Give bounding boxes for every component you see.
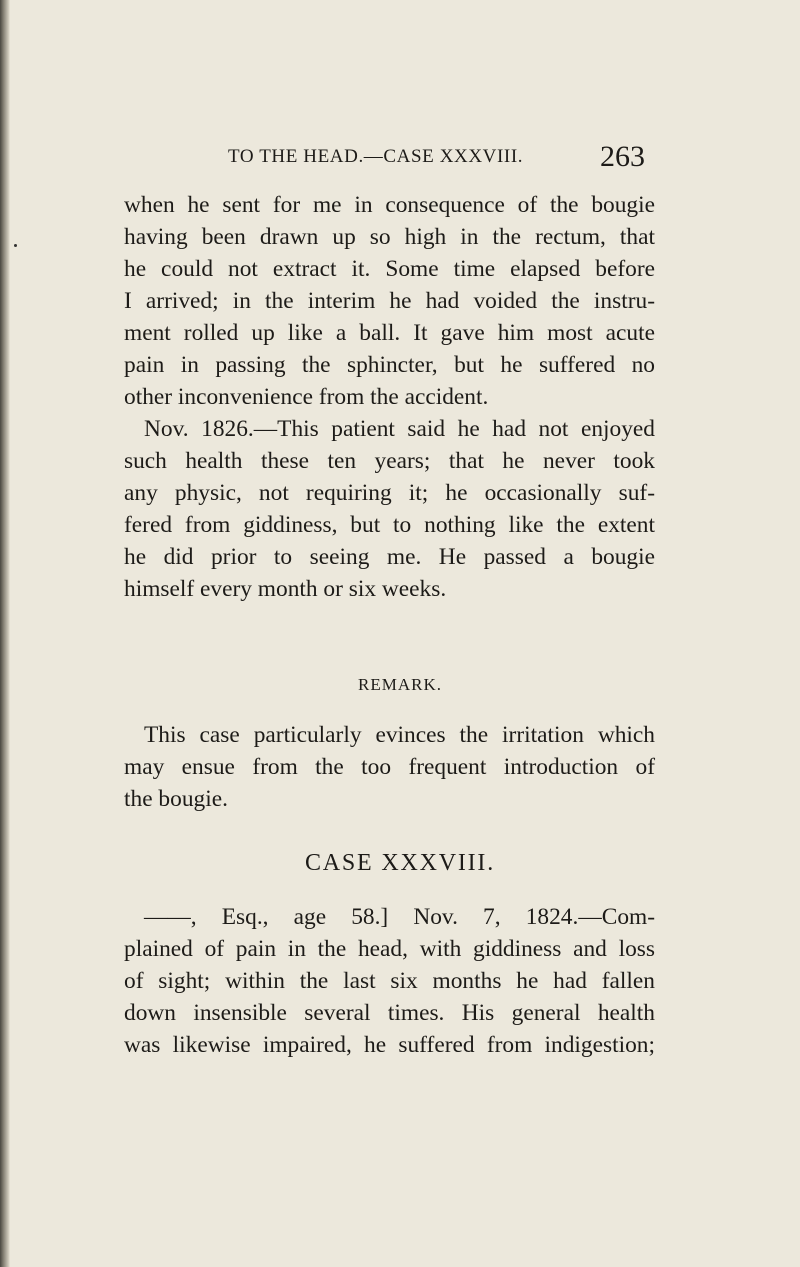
text-line: plained of pain in the head, with giddiness and loss — [124, 936, 655, 962]
text-line: This case particularly evinces the irritation which — [144, 722, 655, 748]
text-line: fered from giddiness, but to nothing like the extent — [124, 512, 655, 538]
running-title: TO THE HEAD.—CASE XXXVIII. — [228, 146, 524, 167]
ink-speck — [14, 244, 17, 247]
text-line: ——, Esq., age 58.] Nov. 7, 1824.—Com- — [144, 904, 655, 930]
text-line: may ensue from the too frequent introduction of — [124, 754, 655, 780]
text-line: the bougie. — [124, 786, 228, 812]
case-heading: CASE XXXVIII. — [304, 850, 496, 876]
text-line: of sight; within the last six months he had fallen — [124, 968, 655, 994]
text-line: himself every month or six weeks. — [124, 576, 447, 602]
text-line: any physic, not requiring it; he occasionally suf- — [124, 480, 655, 506]
text-line: such health these ten years; that he never took — [124, 448, 655, 474]
text-line: he did prior to seeing me. He passed a bougie — [124, 544, 655, 570]
text-line: having been drawn up so high in the rectum, that — [124, 224, 655, 250]
page-number: 263 — [600, 140, 645, 173]
text-line: I arrived; in the interim he had voided the instru- — [124, 288, 655, 314]
running-head — [0, 140, 800, 180]
text-line: pain in passing the sphincter, but he suffered no — [124, 352, 655, 378]
text-line: down insensible several times. His general health — [124, 1000, 655, 1026]
text-line: when he sent for me in consequence of the bougie — [124, 192, 655, 218]
text-line: other inconvenience from the accident. — [124, 384, 489, 410]
text-line: he could not extract it. Some time elapsed before — [124, 256, 655, 282]
text-line: ment rolled up like a ball. It gave him most acute — [124, 320, 655, 346]
text-line: Nov. 1826.—This patient said he had not enjoyed — [144, 416, 655, 442]
text-line: was likewise impaired, he suffered from indigestion; — [124, 1032, 655, 1058]
remark-heading: REMARK. — [358, 675, 442, 694]
page-binding-edge — [0, 0, 10, 1267]
